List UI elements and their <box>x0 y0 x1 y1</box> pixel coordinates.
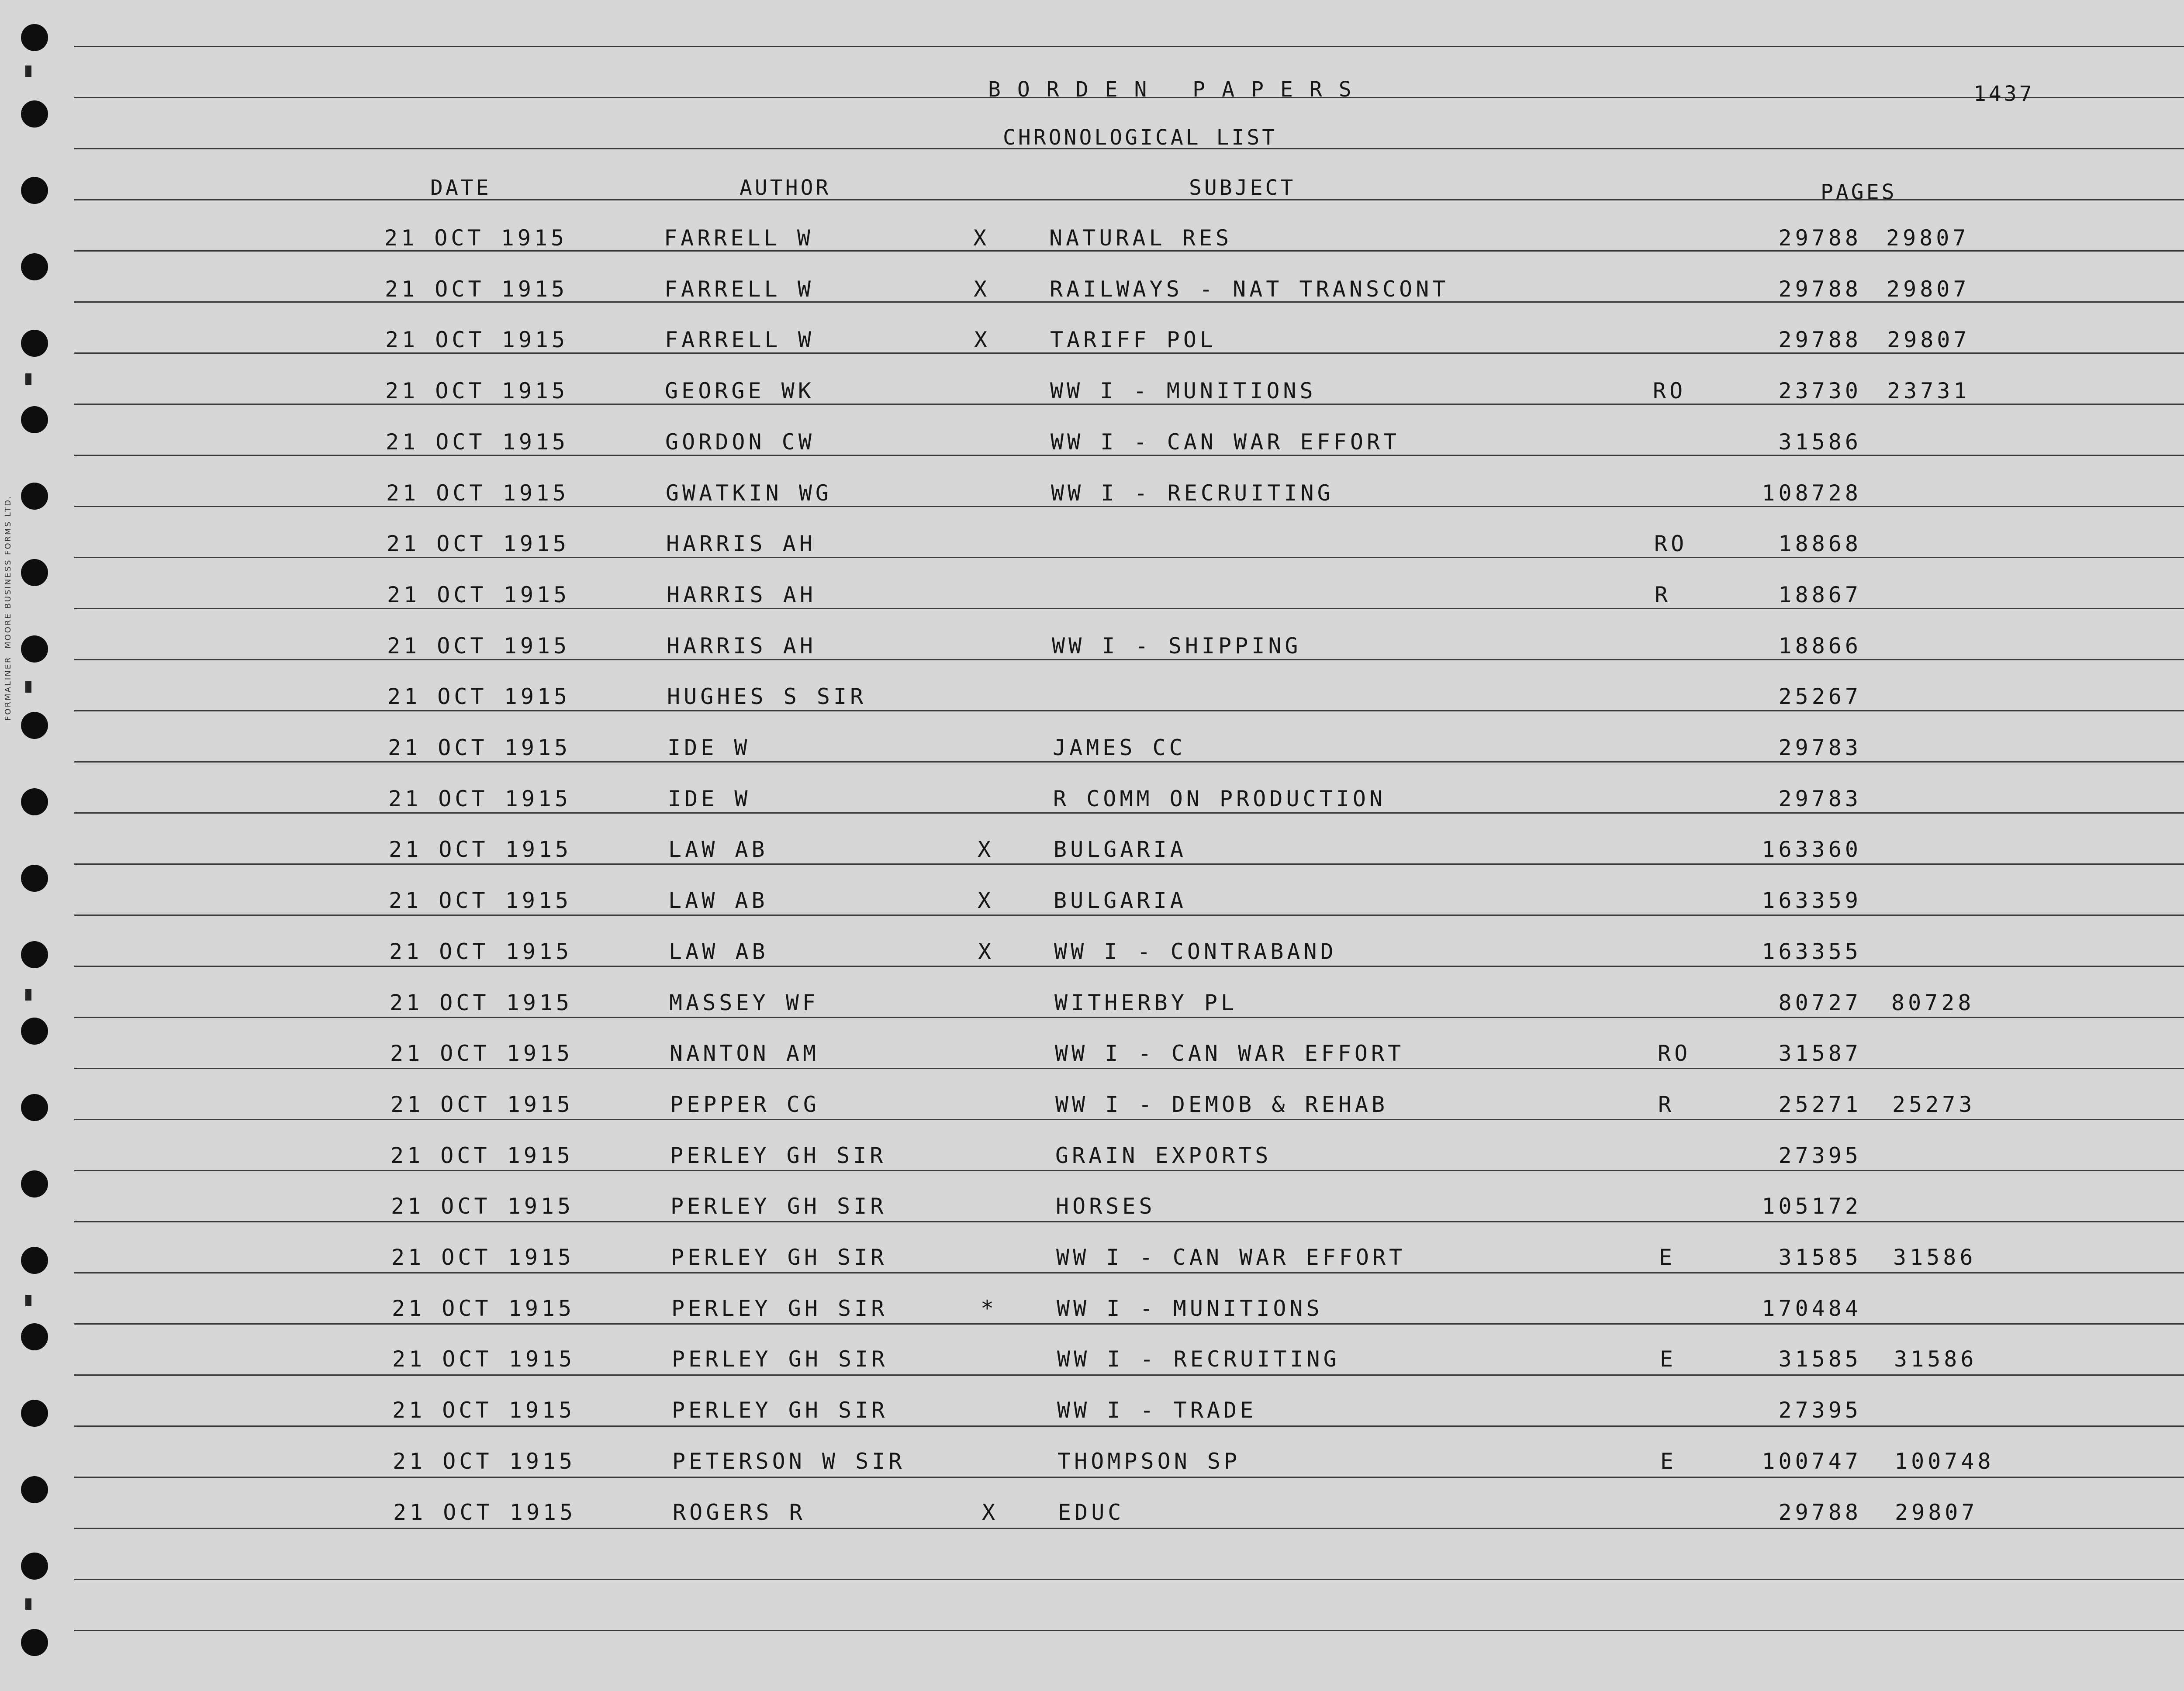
row-subject: WW I - RECRUITING <box>1057 1346 1340 1372</box>
row-subject: GRAIN EXPORTS <box>1055 1143 1272 1168</box>
row-subject: WW I - TRADE <box>1057 1398 1257 1423</box>
ruled-line <box>74 608 2184 609</box>
row-author: PERLEY GH SIR <box>672 1346 888 1372</box>
perforation-mark <box>25 1295 31 1306</box>
row-code: E <box>1660 1346 1677 1372</box>
perforation-mark <box>25 373 31 385</box>
row-subject: TARIFF POL <box>1050 327 1217 352</box>
row-date: 21 OCT 1915 <box>387 531 570 556</box>
row-page-from: 29788 <box>1778 225 1862 251</box>
row-date: 21 OCT 1915 <box>390 1143 574 1168</box>
row-author: NANTON AM <box>670 1041 819 1066</box>
row-code: RO <box>1658 1041 1691 1066</box>
row-page-from: 163359 <box>1762 888 1862 913</box>
row-code: R <box>1655 582 1672 607</box>
row-code: E <box>1659 1245 1676 1270</box>
row-author: LAW AB <box>668 837 768 862</box>
perforation-mark <box>25 989 31 1001</box>
row-author: HARRIS AH <box>667 633 816 659</box>
row-date: 21 OCT 1915 <box>389 837 572 862</box>
row-author: GORDON CW <box>665 429 815 455</box>
row-author: ROGERS R <box>673 1500 806 1525</box>
row-author: MASSEY WF <box>669 990 819 1015</box>
ruled-line <box>74 659 2184 660</box>
row-mark: X <box>974 327 991 352</box>
feed-hole-left <box>21 1400 48 1427</box>
row-page-from: 29783 <box>1778 786 1862 811</box>
row-subject: WITHERBY PL <box>1054 990 1238 1015</box>
ruled-line <box>74 761 2184 763</box>
row-date: 21 OCT 1915 <box>388 735 571 760</box>
row-subject: WW I - SHIPPING <box>1052 633 1302 659</box>
ruled-line <box>74 557 2184 558</box>
row-subject: HORSES <box>1056 1194 1156 1219</box>
row-date: 21 OCT 1915 <box>384 225 568 251</box>
row-author: PERLEY GH SIR <box>670 1143 887 1168</box>
row-page-to: 29807 <box>1887 276 1970 302</box>
row-subject: R COMM ON PRODUCTION <box>1053 786 1386 811</box>
row-page-from: 80727 <box>1778 990 1862 1015</box>
row-author: PEPPER CG <box>670 1092 820 1117</box>
feed-hole-left <box>21 1476 48 1503</box>
row-page-from: 29788 <box>1778 1500 1862 1525</box>
row-author: HARRIS AH <box>667 582 816 607</box>
row-author: PERLEY GH SIR <box>671 1296 888 1321</box>
row-mark: X <box>978 837 995 862</box>
row-mark: X <box>978 888 995 913</box>
perforation-mark <box>25 681 31 693</box>
perforation-mark <box>25 1598 31 1610</box>
row-date: 21 OCT 1915 <box>387 684 571 709</box>
row-subject: WW I - CAN WAR EFFORT <box>1056 1245 1406 1270</box>
row-code: RO <box>1653 378 1686 404</box>
row-page-from: 25271 <box>1778 1092 1862 1117</box>
feed-hole-left <box>21 1553 48 1580</box>
row-author: FARRELL W <box>664 276 814 302</box>
row-date: 21 OCT 1915 <box>392 1346 576 1372</box>
row-date: 21 OCT 1915 <box>385 276 568 302</box>
row-page-from: 31586 <box>1778 429 1862 455</box>
row-page-from: 27395 <box>1778 1143 1862 1168</box>
row-page-from: 31587 <box>1778 1041 1862 1066</box>
feed-hole-left <box>21 788 48 815</box>
row-subject: NATURAL RES <box>1049 225 1233 251</box>
row-mark: X <box>982 1500 999 1525</box>
feed-hole-left <box>21 1247 48 1274</box>
ruled-line <box>74 710 2184 711</box>
row-page-from: 163355 <box>1762 939 1862 964</box>
ruled-line <box>74 863 2184 865</box>
row-subject: WW I - DEMOB & REHAB <box>1055 1092 1389 1117</box>
row-page-to: 29807 <box>1895 1500 1978 1525</box>
row-author: FARRELL W <box>665 327 815 352</box>
row-subject: BULGARIA <box>1054 837 1187 862</box>
row-date: 21 OCT 1915 <box>386 480 570 506</box>
row-code: RO <box>1654 531 1688 556</box>
row-subject: BULGARIA <box>1054 888 1187 913</box>
row-author: PERLEY GH SIR <box>671 1245 888 1270</box>
row-subject: WW I - MUNITIONS <box>1050 378 1317 404</box>
row-page-from: 105172 <box>1762 1194 1862 1219</box>
row-author: GEORGE WK <box>665 378 815 404</box>
row-subject: WW I - MUNITIONS <box>1057 1296 1323 1321</box>
row-date: 21 OCT 1915 <box>387 582 570 607</box>
feed-hole-left <box>21 177 48 204</box>
ruled-line <box>74 966 2184 967</box>
row-page-from: 29783 <box>1778 735 1862 760</box>
row-page-from: 108728 <box>1762 480 1862 506</box>
row-date: 21 OCT 1915 <box>387 633 570 659</box>
row-date: 21 OCT 1915 <box>391 1194 574 1219</box>
row-date: 21 OCT 1915 <box>392 1296 575 1321</box>
ruled-line <box>74 1272 2184 1273</box>
row-page-from: 27395 <box>1778 1398 1862 1423</box>
row-page-from: 31585 <box>1778 1245 1862 1270</box>
feed-hole-left <box>21 941 48 968</box>
feed-hole-left <box>21 865 48 892</box>
row-date: 21 OCT 1915 <box>390 990 573 1015</box>
row-author: HARRIS AH <box>666 531 816 556</box>
column-header-pages: PAGES <box>1821 180 1897 204</box>
page-number: 1437 <box>1973 82 2035 106</box>
perforation-mark <box>25 66 31 77</box>
row-subject: WW I - CAN WAR EFFORT <box>1055 1041 1405 1066</box>
row-date: 21 OCT 1915 <box>388 786 572 811</box>
row-page-from: 18867 <box>1778 582 1862 607</box>
row-page-to: 100748 <box>1894 1449 1994 1474</box>
ruled-line <box>74 915 2184 916</box>
feed-hole-left <box>21 1018 48 1045</box>
row-mark: * <box>981 1296 998 1321</box>
row-date: 21 OCT 1915 <box>389 888 572 913</box>
feed-hole-left <box>21 100 48 128</box>
feed-hole-left <box>21 635 48 663</box>
row-subject: EDUC <box>1058 1500 1125 1525</box>
ruled-line <box>74 812 2184 814</box>
row-date: 21 OCT 1915 <box>385 378 569 404</box>
document-subtitle: CHRONOLOGICAL LIST <box>1003 125 1278 150</box>
column-header-author: AUTHOR <box>740 176 831 200</box>
row-date: 21 OCT 1915 <box>392 1398 576 1423</box>
row-subject: JAMES CC <box>1053 735 1186 760</box>
row-author: PERLEY GH SIR <box>670 1194 887 1219</box>
row-page-to: 29807 <box>1887 327 1970 352</box>
ruled-line <box>74 1579 2184 1580</box>
row-page-to: 31586 <box>1893 1245 1977 1270</box>
ruled-line <box>74 1425 2184 1427</box>
row-page-to: 29807 <box>1886 225 1970 251</box>
form-side-label: FORMALINER MOORE BUSINESS FORMS LTD. <box>3 495 13 721</box>
row-subject: THOMPSON SP <box>1057 1449 1241 1474</box>
ruled-line <box>74 46 2184 47</box>
ruled-line <box>74 1374 2184 1376</box>
row-page-from: 29788 <box>1778 276 1862 302</box>
row-page-to: 25273 <box>1892 1092 1976 1117</box>
ruled-line <box>74 1068 2184 1069</box>
feed-hole-left <box>21 712 48 739</box>
row-author: HUGHES S SIR <box>667 684 867 709</box>
row-page-to: 23731 <box>1887 378 1970 404</box>
row-subject: RAILWAYS - NAT TRANSCONT <box>1050 276 1449 302</box>
feed-hole-left <box>21 1629 48 1656</box>
ruled-line <box>74 1630 2184 1631</box>
row-date: 21 OCT 1915 <box>390 1041 574 1066</box>
row-page-from: 18868 <box>1778 531 1862 556</box>
row-page-from: 31585 <box>1778 1346 1862 1372</box>
row-code: R <box>1658 1092 1675 1117</box>
row-page-to: 31586 <box>1894 1346 1977 1372</box>
column-header-date: DATE <box>430 176 491 200</box>
row-code: E <box>1660 1449 1677 1474</box>
feed-hole-left <box>21 330 48 357</box>
ruled-line <box>74 1170 2184 1171</box>
row-page-from: 29788 <box>1778 327 1862 352</box>
row-date: 21 OCT 1915 <box>385 327 569 352</box>
row-author: IDE W <box>667 735 751 760</box>
ruled-line <box>74 1528 2184 1529</box>
feed-hole-left <box>21 24 48 51</box>
feed-hole-left <box>21 253 48 280</box>
row-page-from: 170484 <box>1762 1296 1862 1321</box>
column-header-subject: SUBJECT <box>1189 176 1296 200</box>
row-mark: X <box>978 939 995 964</box>
row-date: 21 OCT 1915 <box>389 939 573 964</box>
feed-hole-left <box>21 406 48 433</box>
row-author: PETERSON W SIR <box>672 1449 905 1474</box>
ruled-line <box>74 1323 2184 1325</box>
feed-hole-left <box>21 559 48 586</box>
ruled-line <box>74 1017 2184 1018</box>
row-subject: WW I - RECRUITING <box>1051 480 1334 506</box>
ruled-line <box>74 1477 2184 1478</box>
row-mark: X <box>973 225 990 251</box>
feed-hole-left <box>21 483 48 510</box>
row-page-from: 18866 <box>1778 633 1862 659</box>
feed-hole-left <box>21 1323 48 1350</box>
row-author: GWATKIN WG <box>666 480 833 506</box>
row-author: FARRELL W <box>664 225 814 251</box>
row-page-from: 23730 <box>1778 378 1862 404</box>
row-author: LAW AB <box>669 939 769 964</box>
row-author: PERLEY GH SIR <box>672 1398 888 1423</box>
ruled-line <box>74 1221 2184 1222</box>
row-page-from: 25267 <box>1778 684 1862 709</box>
feed-hole-left <box>21 1170 48 1198</box>
row-author: IDE W <box>668 786 751 811</box>
ruled-line <box>74 1119 2184 1120</box>
row-author: LAW AB <box>668 888 768 913</box>
document-title: BORDEN PAPERS <box>988 77 1368 102</box>
row-date: 21 OCT 1915 <box>390 1092 574 1117</box>
row-date: 21 OCT 1915 <box>386 429 569 455</box>
row-page-from: 163360 <box>1762 837 1862 862</box>
row-date: 21 OCT 1915 <box>393 1500 577 1525</box>
row-date: 21 OCT 1915 <box>391 1245 575 1270</box>
row-page-to: 80728 <box>1891 990 1975 1015</box>
row-date: 21 OCT 1915 <box>393 1449 576 1474</box>
row-mark: X <box>974 276 991 302</box>
feed-hole-left <box>21 1094 48 1121</box>
row-subject: WW I - CAN WAR EFFORT <box>1051 429 1400 455</box>
row-subject: WW I - CONTRABAND <box>1054 939 1337 964</box>
row-page-from: 100747 <box>1762 1449 1862 1474</box>
